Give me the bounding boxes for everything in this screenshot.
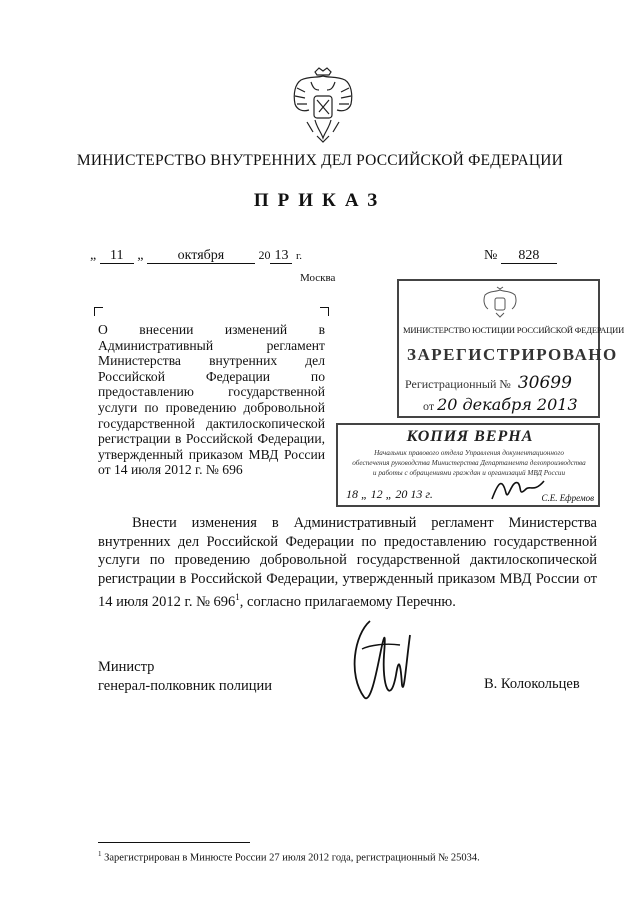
order-subject: О внесении изменений в Административный регламент Министерства внутренних дел Российской Федерации по предоставлению государственной услуги по проведению добровольной государственной дактилоскопической регистрации в Российской Федерации, утвержденный приказом МВД России от 14 июля 2012 г. № 696: [98, 322, 325, 478]
stamp-organization: МИНИСТЕРСТВО ЮСТИЦИИ РОССИЙСКОЙ ФЕДЕРАЦИИ: [403, 325, 625, 335]
corner-bracket-right: [320, 307, 329, 316]
order-body: [98, 514, 597, 611]
date-year-unit: г.: [295, 250, 302, 262]
footnote-divider: [98, 842, 250, 843]
number-value: 828: [501, 248, 557, 264]
registration-stamp: [397, 279, 625, 418]
ministry-name: МИНИСТЕРСТВО ВНУТРЕННИХ ДЕЛ РОССИЙСКОЙ ФЕДЕРАЦИИ: [76, 152, 564, 169]
date-year-prefix: 20: [258, 248, 271, 262]
footnote-mark: 1: [98, 850, 102, 858]
footnote-text: Зарегистрирован в Минюсте России 27 июля 2012 года, регистрационный № 25034.: [104, 852, 480, 864]
copy-stamp-name: С.Е. Ефремов: [541, 493, 594, 503]
stamp-status: ЗАРЕГИСТРИРОВАНО: [407, 345, 618, 364]
city: Москва: [300, 272, 336, 284]
order-date: [90, 248, 302, 264]
stamp-reg-date-prefix: от: [423, 399, 435, 413]
stamp-reg-number: [405, 373, 572, 393]
stamp-reg-number-value: 30699: [517, 373, 572, 393]
copy-stamp-line: и работы с обращениями граждан и организаций МВД России: [372, 469, 566, 477]
number-sign: №: [484, 248, 498, 263]
date-month: октября: [147, 248, 255, 264]
coat-of-arms-emblem: [287, 66, 359, 144]
date-day: 11: [100, 248, 134, 264]
body-text-main: Внести изменения в Административный регламент Министерства внутренних дел Российской Федерации по предоставлению государственной услуги по проведению добровольной государственной дактилоскопической регистрации в Российской Федерации, утвержденный приказом МВД России от 14 июля 2012 г. № 696: [98, 515, 597, 610]
copy-stamp-line: обеспечения руководства Министерства Департамента делопроизводства: [352, 459, 586, 467]
stamp-reg-date-value: 20 декабря 2013: [437, 395, 578, 414]
copy-stamp-date: 18 „ 12 „ 20 13 г.: [346, 487, 433, 501]
date-open-quote: „: [90, 248, 97, 263]
copy-certified-stamp: [336, 423, 600, 507]
signatory-title-line2: генерал-полковник полиции: [98, 677, 273, 694]
body-footnote-mark: 1: [235, 592, 240, 602]
order-title: ПРИКАЗ: [253, 190, 387, 211]
stamp-reg-date: [423, 395, 578, 414]
signatory-name: В. Колокольцев: [484, 676, 580, 692]
date-close-quote: „: [137, 248, 144, 263]
date-year-suffix: 13: [270, 248, 292, 264]
copy-stamp-signature-icon: [488, 473, 548, 503]
footnote: [98, 850, 480, 864]
corner-bracket-left: [94, 307, 103, 316]
order-number: [484, 248, 557, 264]
stamp-emblem-icon: [481, 286, 519, 318]
minister-signature-icon: [340, 615, 420, 715]
stamp-reg-number-label: Регистрационный №: [405, 377, 511, 391]
copy-stamp-title: КОПИЯ ВЕРНА: [406, 428, 534, 445]
signatory-title: [98, 658, 272, 695]
body-text-end: , согласно прилагаемому Перечню.: [239, 593, 456, 610]
copy-stamp-line: Начальник правового отдела Управления документационного: [374, 449, 564, 457]
signatory-title-line1: Министр: [98, 659, 155, 675]
